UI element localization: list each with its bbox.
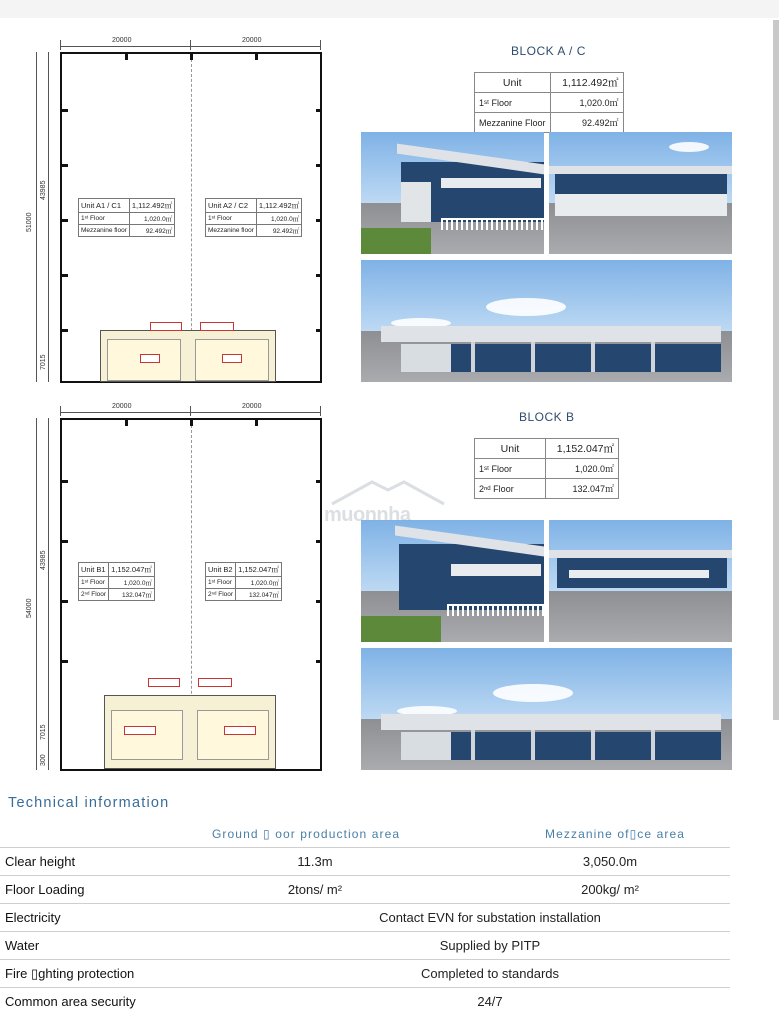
- unit-value: 1,152.047㎡: [546, 439, 619, 459]
- unit-area: 1,112.492㎡: [256, 199, 301, 213]
- table-row: [0, 932, 730, 960]
- floor-label: Mezzanine floor: [206, 225, 257, 237]
- floor-value: 1,020.0㎡: [550, 93, 623, 113]
- unit-name: Unit A2 / C2: [206, 199, 257, 213]
- door-mark: [198, 678, 232, 687]
- row-label: Floor Loading: [5, 882, 85, 897]
- dim-label: 51000: [26, 212, 33, 232]
- dim-label: 7015: [40, 354, 47, 370]
- room-mark: [124, 726, 156, 735]
- dim-label: 54000: [26, 598, 33, 618]
- office-area: [100, 330, 276, 382]
- floor-label: 1ˢᵗ Floor: [206, 577, 236, 589]
- floor-label: 1ˢᵗ Floor: [79, 577, 109, 589]
- render-image: [361, 260, 732, 382]
- scrollbar[interactable]: [773, 20, 779, 720]
- floor-value: 1,020.0㎡: [256, 213, 301, 225]
- mezzanine-value: 3,050.0m: [582, 854, 638, 869]
- floor-value: 92.492㎡: [256, 225, 301, 237]
- door-mark: [148, 678, 180, 687]
- dim-label: 43985: [40, 550, 47, 570]
- unit-label: Unit: [475, 73, 551, 93]
- unit-table-a1-c1: [78, 198, 175, 237]
- block-b-title: BLOCK B: [519, 410, 575, 424]
- floor-label: 2ⁿᵈ Floor: [206, 589, 236, 601]
- dim-label: 20000: [112, 403, 132, 410]
- floor-value: 92.492㎡: [129, 225, 174, 237]
- floor-value: 92.492㎡: [550, 113, 623, 133]
- floor-label: Mezzanine Floor: [475, 113, 551, 133]
- row-label: Fire ▯ghting protection: [5, 966, 135, 981]
- mezzanine-value: 200kg/ m²: [581, 882, 639, 897]
- unit-label: Unit: [475, 439, 546, 459]
- room-mark: [224, 726, 256, 735]
- floor-value: 1,020.0㎡: [546, 459, 619, 479]
- unit-table-b1: [78, 562, 155, 601]
- dim-label: 20000: [242, 403, 262, 410]
- table-row: [0, 988, 730, 1015]
- unit-name: Unit B1: [79, 563, 109, 577]
- row-value: Supplied by PITP: [439, 938, 541, 953]
- column-header-ground: Ground ▯ oor production area: [212, 827, 401, 841]
- row-label: Clear height: [5, 854, 76, 869]
- unit-name: Unit A1 / C1: [79, 199, 130, 213]
- floor-value: 132.047㎡: [236, 589, 282, 601]
- row-label: Electricity: [5, 910, 61, 925]
- top-band: [0, 0, 779, 18]
- row-value: Completed to standards: [420, 966, 560, 981]
- unit-area: 1,112.492㎡: [129, 199, 174, 213]
- render-image: [361, 132, 544, 254]
- unit-name: Unit B2: [206, 563, 236, 577]
- ground-value: 11.3m: [297, 854, 333, 869]
- floor-label: 1ˢᵗ Floor: [475, 93, 551, 113]
- dim-label: 7015: [40, 724, 47, 740]
- table-row: [0, 876, 730, 904]
- render-image: [361, 520, 544, 642]
- floor-label: 1ˢᵗ Floor: [79, 213, 130, 225]
- floor-value: 132.047㎡: [546, 479, 619, 499]
- watermark: [322, 478, 454, 530]
- floor-label: Mezzanine floor: [79, 225, 130, 237]
- room-mark: [140, 354, 160, 363]
- table-row: [0, 848, 730, 876]
- render-image: [361, 648, 732, 770]
- table-row: [0, 960, 730, 988]
- floor-value: 1,020.0㎡: [129, 213, 174, 225]
- floor-label: 2ⁿᵈ Floor: [79, 589, 109, 601]
- door-mark: [200, 322, 234, 331]
- unit-value: 1,112.492㎡: [550, 73, 623, 93]
- row-label: Common area security: [5, 994, 136, 1009]
- watermark-text: muonnha: [324, 504, 411, 526]
- column-header-mezzanine: Mezzanine of▯ce area: [545, 827, 686, 841]
- table-row: [0, 904, 730, 932]
- floor-label: 1ˢᵗ Floor: [206, 213, 257, 225]
- block-b-table: [474, 438, 619, 499]
- floor-value: 1,020.0㎡: [109, 577, 155, 589]
- floor-value: 132.047㎡: [109, 589, 155, 601]
- dim-label: 43985: [40, 180, 47, 200]
- row-label: Water: [5, 938, 40, 953]
- block-ac-table: [474, 72, 624, 133]
- floor-value: 1,020.0㎡: [236, 577, 282, 589]
- dim-label: 20000: [242, 37, 262, 44]
- unit-area: 1,152.047㎡: [109, 563, 155, 577]
- block-ac-title: BLOCK A / C: [511, 44, 586, 58]
- dim-label: 300: [40, 754, 47, 766]
- ground-value: 2tons/ m²: [287, 882, 343, 897]
- room-mark: [222, 354, 242, 363]
- door-mark: [150, 322, 182, 331]
- technical-title: Technical information: [8, 795, 170, 811]
- unit-area: 1,152.047㎡: [236, 563, 282, 577]
- render-image: [549, 132, 732, 254]
- dim-label: 20000: [112, 37, 132, 44]
- unit-table-b2: [205, 562, 282, 601]
- floor-label: 2ⁿᵈ Floor: [475, 479, 546, 499]
- render-image: [549, 520, 732, 642]
- row-value: 24/7: [477, 994, 503, 1009]
- row-value: Contact EVN for substation installation: [379, 910, 601, 925]
- floor-label: 1ˢᵗ Floor: [475, 459, 546, 479]
- unit-table-a2-c2: [205, 198, 302, 237]
